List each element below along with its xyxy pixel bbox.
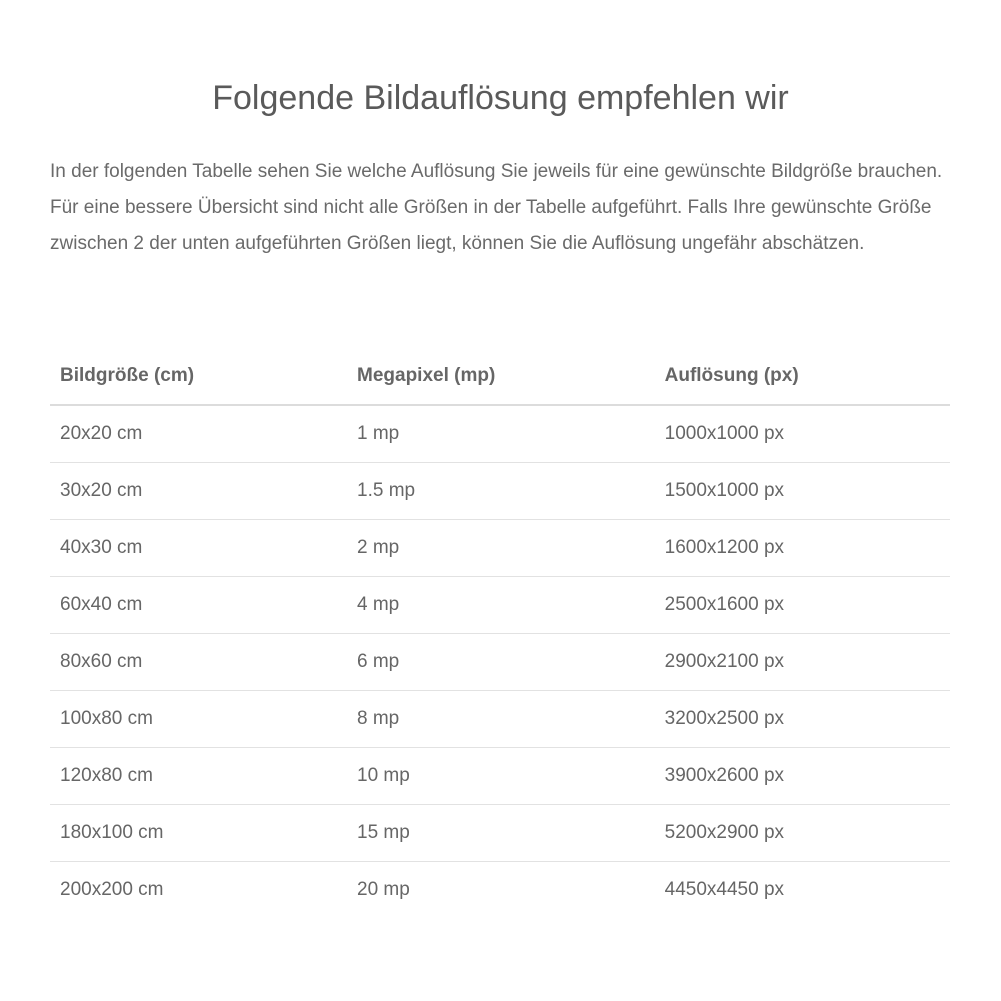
cell-resolution: 1600x1200 px bbox=[655, 520, 950, 577]
cell-size: 100x80 cm bbox=[50, 691, 347, 748]
cell-size: 180x100 cm bbox=[50, 805, 347, 862]
table-row bbox=[50, 862, 950, 919]
table-row bbox=[50, 748, 950, 805]
cell-size: 200x200 cm bbox=[60, 879, 164, 900]
cell-resolution: 2900x2100 px bbox=[655, 634, 950, 691]
intro-paragraph: In der folgenden Tabelle sehen Sie welche Auflösung Sie jeweils für eine gewünschte Bildgröße brauchen. Für eine bessere Übersicht sind nicht alle Größen in der Tabelle aufgeführt. Falls Ihre gewünschte Größe zwischen 2 der unten aufgeführten Größen liegt, können Sie die Auflösung ungefähr abschätzen. bbox=[50, 161, 943, 254]
cell-megapixel: 10 mp bbox=[347, 748, 655, 805]
cell-size: 60x40 cm bbox=[50, 577, 347, 634]
table-row bbox=[50, 463, 950, 520]
table-row bbox=[50, 634, 950, 691]
cell-megapixel: 20 mp bbox=[357, 879, 410, 900]
column-header-megapixel: Megapixel (mp) bbox=[347, 348, 655, 405]
cell-resolution: 3200x2500 px bbox=[655, 691, 950, 748]
column-header-resolution: Auflösung (px) bbox=[655, 348, 950, 405]
table-row bbox=[50, 691, 950, 748]
table-header-row bbox=[50, 348, 950, 405]
cell-size: 30x20 cm bbox=[50, 463, 347, 520]
cell-size: 40x30 cm bbox=[50, 520, 347, 577]
cell-size: 20x20 cm bbox=[50, 405, 347, 463]
cell-size: 120x80 cm bbox=[50, 748, 347, 805]
cell-resolution: 2500x1600 px bbox=[655, 577, 950, 634]
cell-megapixel: 1.5 mp bbox=[347, 463, 655, 520]
cell-size: 80x60 cm bbox=[50, 634, 347, 691]
cell-megapixel: 1 mp bbox=[347, 405, 655, 463]
cell-resolution: 3900x2600 px bbox=[655, 748, 950, 805]
table-row bbox=[50, 805, 950, 862]
cell-megapixel: 6 mp bbox=[347, 634, 655, 691]
resolution-table bbox=[50, 348, 950, 918]
cell-resolution: 5200x2900 px bbox=[655, 805, 950, 862]
table-row bbox=[50, 577, 950, 634]
page-title: Folgende Bildauflösung empfehlen wir bbox=[212, 79, 789, 117]
table-row bbox=[50, 405, 950, 463]
table-row bbox=[50, 520, 950, 577]
cell-megapixel: 2 mp bbox=[347, 520, 655, 577]
cell-resolution: 1000x1000 px bbox=[655, 405, 950, 463]
column-header-size: Bildgröße (cm) bbox=[50, 348, 347, 405]
cell-megapixel: 15 mp bbox=[347, 805, 655, 862]
cell-megapixel: 8 mp bbox=[347, 691, 655, 748]
cell-resolution: 1500x1000 px bbox=[655, 463, 950, 520]
cell-resolution: 4450x4450 px bbox=[664, 879, 785, 900]
cell-megapixel: 4 mp bbox=[347, 577, 655, 634]
